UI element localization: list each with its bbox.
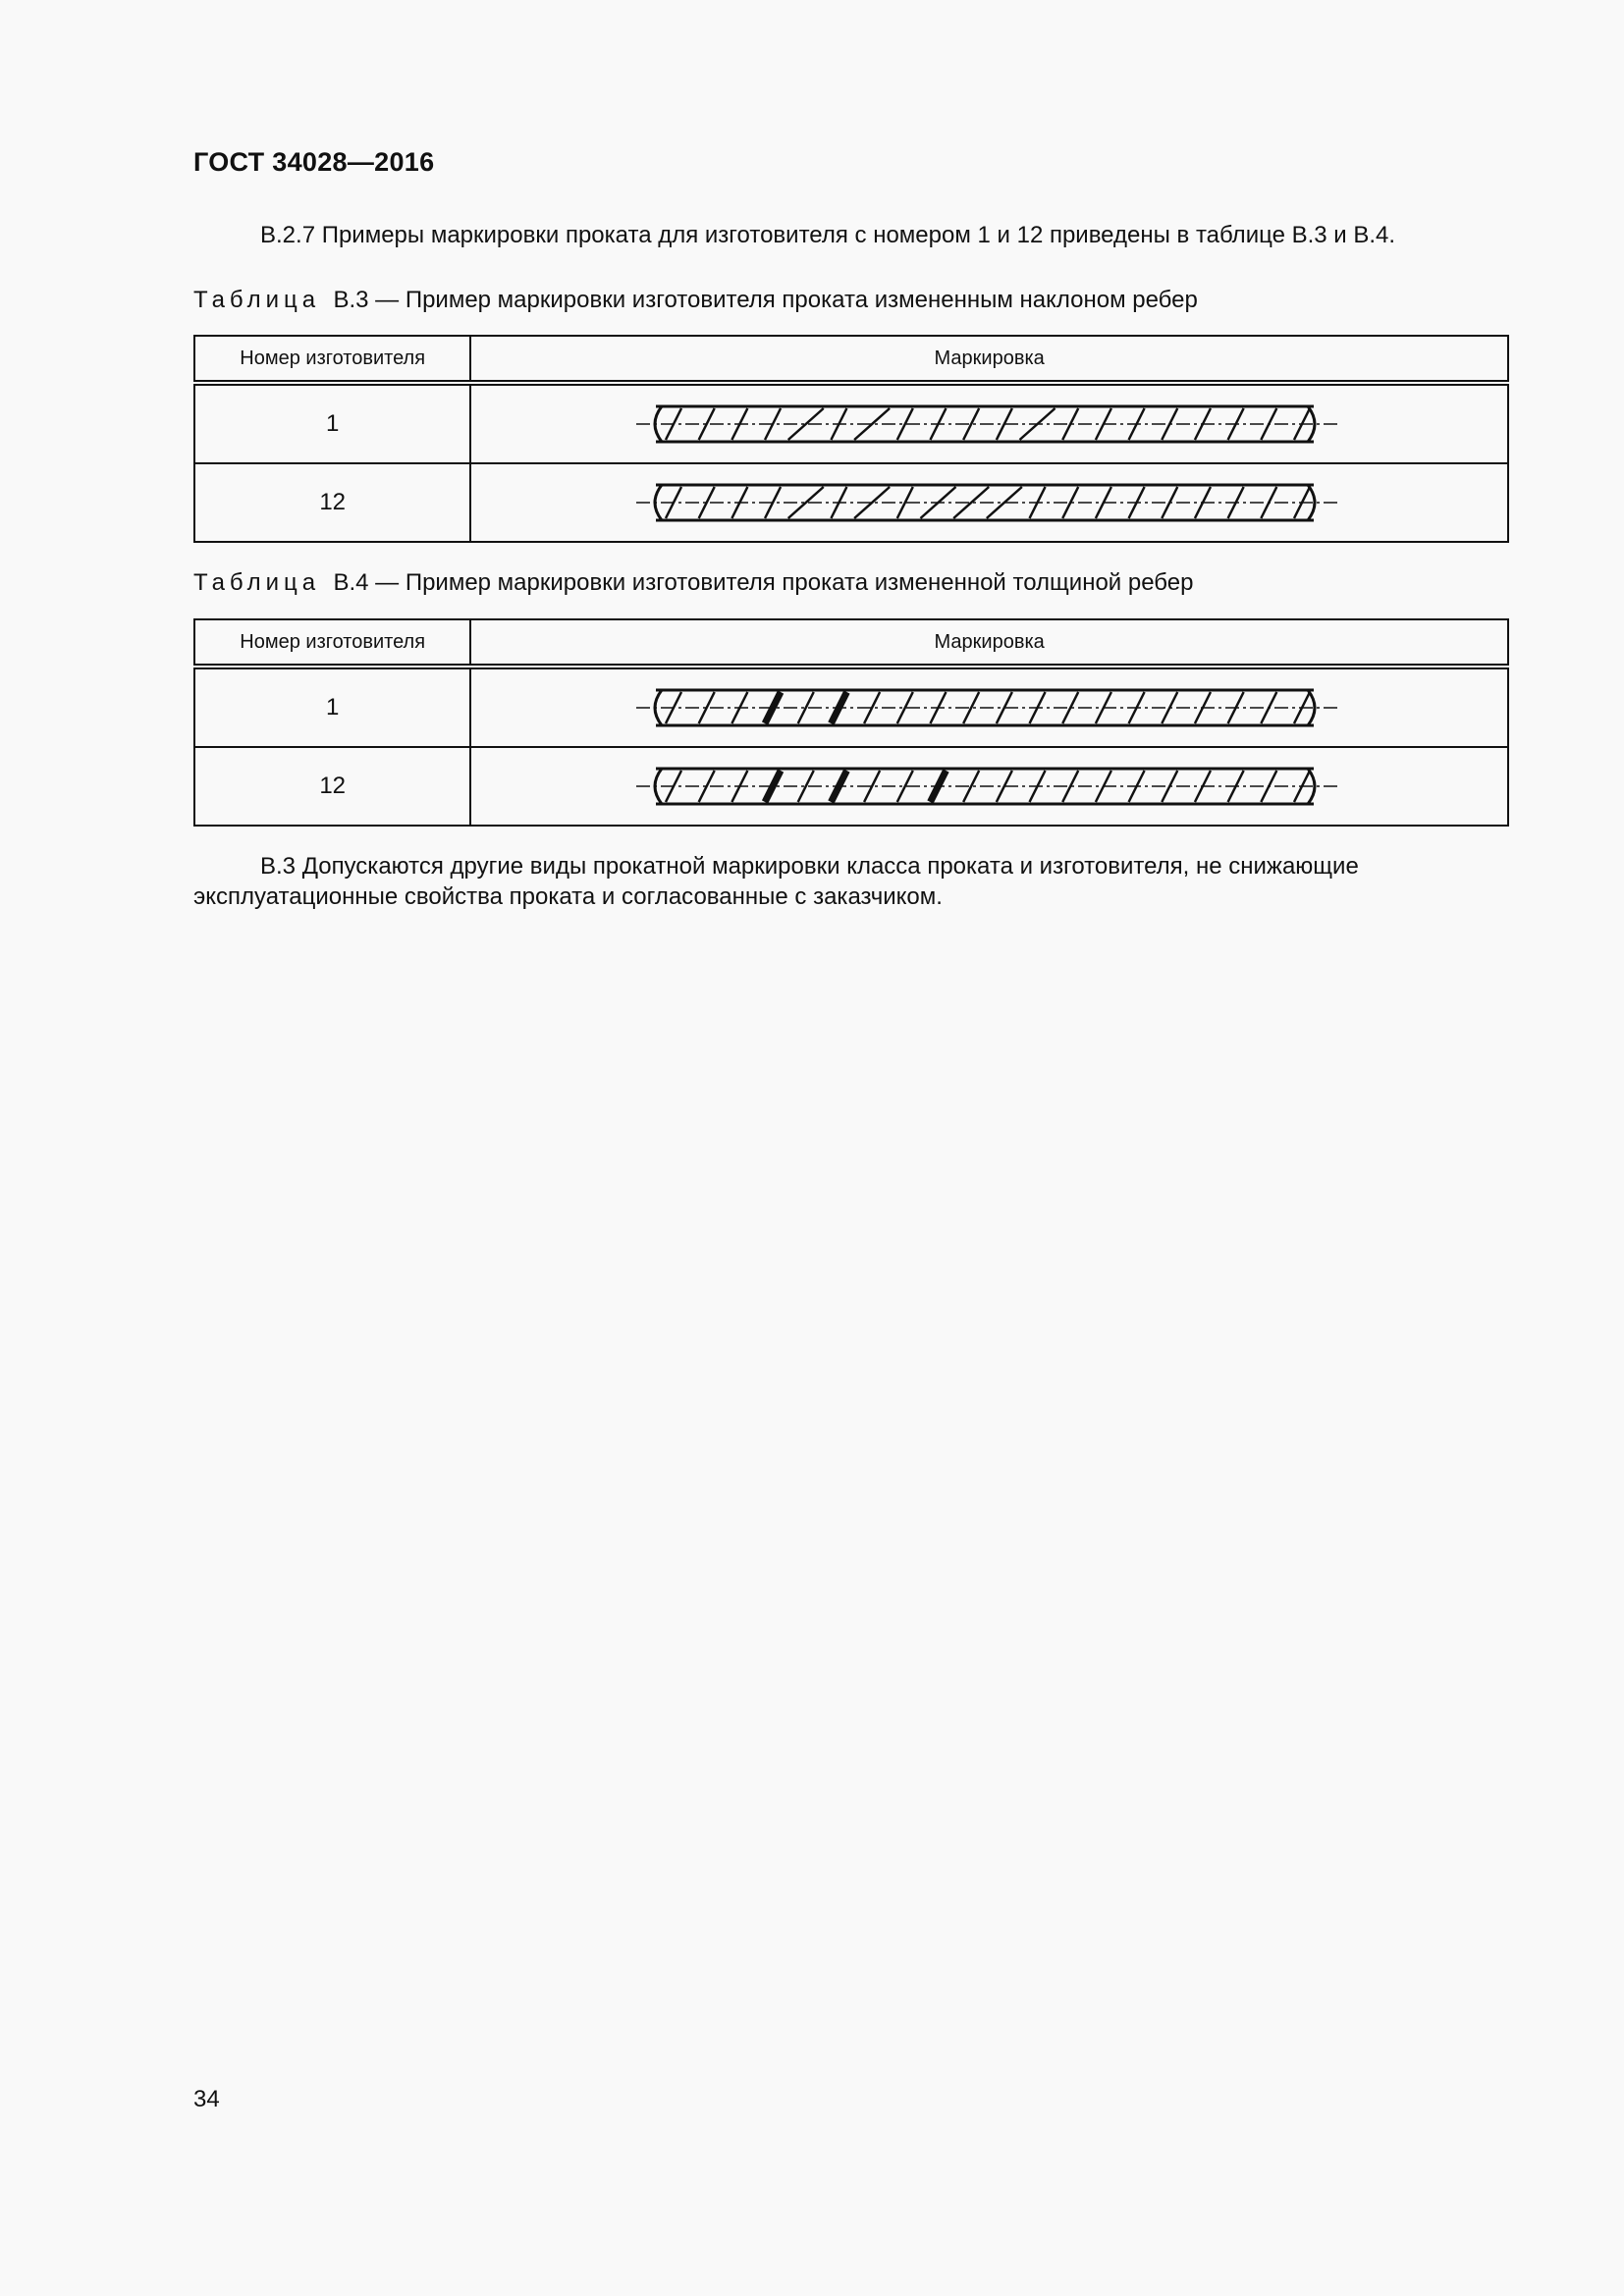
header-marking: Маркировка xyxy=(470,619,1508,667)
manufacturer-number-cell: 1 xyxy=(194,383,470,463)
table-b4-caption-text: В.4 — Пример маркировки изготовителя проката измененной толщиной ребер xyxy=(333,569,1194,596)
rebar-marking-slope-icon xyxy=(636,397,1343,452)
table-b3-caption-word: Таблица xyxy=(193,287,321,313)
intro-paragraph xyxy=(193,220,1509,250)
table-b4-caption-word: Таблица xyxy=(193,569,321,596)
table-b4 xyxy=(193,618,1509,827)
table-header-row xyxy=(194,619,1508,667)
table-b4-caption xyxy=(193,567,1193,598)
table-b3-caption-text: В.3 — Пример маркировки изготовителя проката измененным наклоном ребер xyxy=(333,287,1198,313)
closing-paragraph xyxy=(193,851,1509,912)
header-marking: Маркировка xyxy=(470,336,1508,383)
intro-text: В.2.7 Примеры маркировки проката для изготовителя с номером 1 и 12 приведены в таблице В.3 и В.4. xyxy=(260,222,1396,248)
table-b3-caption xyxy=(193,285,1198,315)
manufacturer-number-cell: 12 xyxy=(194,463,470,542)
page-header-standard: ГОСТ 34028—2016 xyxy=(193,147,435,177)
marking-cell xyxy=(470,383,1508,463)
rebar-marking-thickness-icon xyxy=(636,759,1343,814)
table-row xyxy=(194,383,1508,463)
table-b3 xyxy=(193,335,1509,543)
manufacturer-number-cell: 1 xyxy=(194,667,470,747)
header-manufacturer-number: Номер изготовителя xyxy=(194,336,470,383)
page-number: 34 xyxy=(193,2086,220,2112)
table-row xyxy=(194,667,1508,747)
closing-text: В.3 Допускаются другие виды прокатной маркировки класса проката и изготовителя, не снижающие эксплуатационные свойства проката и согласованные с заказчиком. xyxy=(193,853,1359,910)
rebar-marking-thickness-icon xyxy=(636,680,1343,735)
marking-cell xyxy=(470,463,1508,542)
table-row xyxy=(194,463,1508,542)
manufacturer-number-cell: 12 xyxy=(194,747,470,826)
marking-cell xyxy=(470,747,1508,826)
table-row xyxy=(194,747,1508,826)
table-header-row xyxy=(194,336,1508,383)
header-manufacturer-number: Номер изготовителя xyxy=(194,619,470,667)
marking-cell xyxy=(470,667,1508,747)
rebar-marking-slope-icon xyxy=(636,475,1343,530)
